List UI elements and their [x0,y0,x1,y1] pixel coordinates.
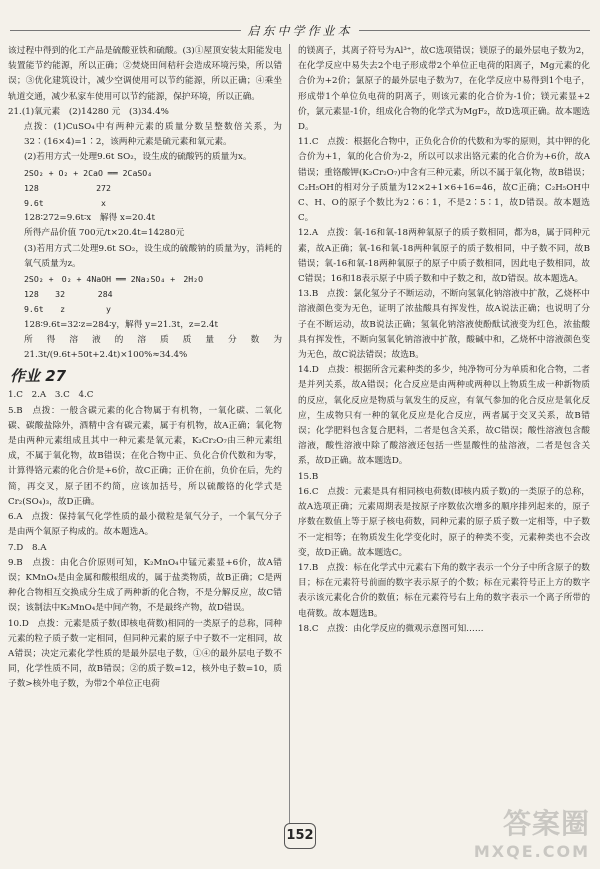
paragraph: 该过程中得到的化工产品是硫酸亚铁和硫酸。(3)①屋顶安装太阳能发电装置能节约能源，所以正确；②焚烧田间秸秆会造成环境污染，所以错误；③优化建筑设计，减少空调使用可以节约能源，所以正确；④乘坐轨道交通，减少私家车使用可以节约能源，保护环境，所以正确。 [8,46,282,102]
paragraph: (3)若用方式二处理9.6t SO₂，设生成的硫酸钠的质量为y，消耗的氧气质量为z。 [24,243,282,269]
answer-17: 17.B 点拨：标在化学式中元素右下角的数字表示一个分子中所含原子的数目；标在元素符号前面的数字表示原子的个数；标在元素符号正上方的数字表示该元素化合价的数值；标在元素符号右上角的数字表示一个离子所带的电荷数。故本题选B。 [298,562,590,619]
equation-row: 128 32 284 [24,289,113,300]
paragraph: 的镁离子，其离子符号为Al³⁺，故C选项错误；镁原子的最外层电子数为2，在化学反应中易失去2个电子形成带2个单位正电荷的阳离子，Mg元素的化合价为+2价；氯原子的最外层电子数为7，在化学反应中易得到1个电子，形成带1个单位负电荷的阴离子，则该元素的化合价为-1价；镁元素显+2价，氯元素显-1价，组成化合物的化学式为MgF₂，故D选项正确。故本题选D。 [298,46,590,133]
answer-5: 5.B 点拨：一般含碳元素的化合物属于有机物，一氧化碳、二氧化碳、碳酸盐除外，酒精中含有碳元素，属于有机物，故A正确；氧化物是由两种元素组成且其中一种元素是氧元素，K₂Cr₂O₇由三种元素组成，不属于氧化物，故B错误；在化合物中正、负化合价代数和为零，计算得铬元素的化合价是+6价，故C正确；正价在前，负价在后，先约简，再交叉，原子团不约简，应该加括号，所以硫酸铬的化学式是Cr₂(SO₄)₃，故D正确。 [8,405,282,507]
answer-12: 12.A 点拨：氧-16和氧-18两种氧原子的质子数相同，都为8，属于同种元素，故A正确；氧-16和氧-18两种氧原子的质子数相同，中子数不同，故B错误；氧-16和氧-18两种氧原子的原子中质子数相同，因此电子数相同，故C错误；16和18表示原子中质子数和中子数之和，故D错误。故本题选A。 [298,228,590,285]
answer-13: 13.B 点拨：氯化氢分子不断运动，不断向氢氧化钠溶液中扩散，乙烧杯中溶液颜色变为无色，证明了浓盐酸具有挥发性，故A说法正确；也说明了分子在不断运动，故B说法正确；氢氧化钠溶液使酚酞试液变为红色，浓盐酸具有挥发性，不断向氢氧化钠溶液中扩散，酸碱中和，乙烧杯中溶液颜色变为无色，故C说法错误；故选B。 [298,289,590,361]
paragraph: 所得产品价值 700元/t×20.4t=14280元 [24,228,185,239]
column-divider [289,44,290,825]
paragraph: (2)若用方式一处理9.6t SO₂，设生成的硫酸钙的质量为x。 [24,152,252,163]
answer-6: 6.A 点拨：保持氧气化学性质的最小微粒是氧气分子，一个氧气分子是由两个氧原子构成的。故本题选A。 [8,512,282,538]
answer-18: 18.C 点拨：由化学反应的微观示意图可知…… [298,623,484,634]
paragraph: 128∶9.6t=32∶z=284∶y，解得 y=21.3t，z=2.4t [24,319,219,330]
left-column [8,44,282,809]
paragraph: 128∶272=9.6t∶x 解得 x=20.4t [24,213,156,224]
answer-11: 11.C 点拨：根据化合物中，正负化合价的代数和为零的原则，其中钾的化合价为+1，氧的化合价为-2，所以可以求出铬元素的化合价为+6价，故A错误；重铬酸钾(K₂Cr₂O₇)中含有三种元素，所以不属于氧化物，故B错误；C₂H₅OH的相对分子质量为12×2+1×6+16=46，故C正确；C₂H₅OH中C、H、O的原子个数比为2∶6∶1，不是2∶5∶1，故D错误。故本题选C。 [298,137,590,224]
answer-16: 16.C 点拨：元素是具有相同核电荷数(即核内质子数)的一类原子的总称，故A选项正确；元素周期表是按原子序数依次增多的顺序排列起来的，原子序数在数值上等于原子核电荷数，同种元素的原子质子数一定相等，中子数不一定相等；在物质发生化学变化时，原子的种类不变，元素种类也不会改变，故D正确。故本题选C。 [298,486,590,558]
section-heading: 作业 27 [10,367,67,386]
answer-14: 14.D 点拨：根据所含元素种类的多少，纯净物可分为单质和化合物，二者是并列关系，故A错误；化合反应是由两种或两种以上物质生成一种新物质的反应，氧化反应是物质与氧发生的反应，有氧气参加的化合反应是氧化反应，生成物只有一种的氧化反应是化合反应，两者属于交叉关系，故B错误；化学肥料包含复合肥料，二者是包含关系，故C错误；酸性溶液包含酸溶液，酸性溶液中除了酸溶液还包括一些显酸性的盐溶液，二者是包含关系，故D正确。故本题选D。 [298,365,590,467]
header-title: 启东中学作业本 [241,22,358,39]
answer-10: 10.D 点拨：元素是质子数(即核电荷数)相同的一类原子的总称，同种元素的粒子质子数一定相同，但同种元素的原子中子数不一定相同，故A错误；决定元素化学性质的是最外层电子数，①④的最外层电子数不同，化学性质不同，故B错误；②的质子数=12，核外电子数=10，质子数>核外电子数，为带2个单位正电荷 [8,618,282,690]
answer-21: 21.(1)氧元素 (2)14280 元 (3)34.4% [8,106,169,117]
equation: 2SO₂ + O₂ + 4NaOH ══ 2Na₂SO₄ + 2H₂O [24,274,204,285]
watermark-url: MXQE.COM [473,842,590,861]
answer-list: 1.C 2.A 3.C 4.C [8,390,94,401]
equation-row: 9.6t x [24,198,106,209]
equation-row: 9.6t z y [24,304,111,315]
paragraph: 所得溶液的溶质质量分数为 21.3t/(9.6t+50t+2.4t)×100%≈34.4% [24,334,282,361]
answer-15: 15.B [298,471,319,482]
watermark-text: 答案圈 [502,807,590,840]
page-number: 152 [284,823,316,849]
paragraph: 点拨：(1)CuSO₄中有两种元素的质量分数呈整数倍关系，为32∶(16×4)=1∶2，该两种元素是硫元素和氧元素。 [24,122,282,148]
equation: 2SO₂ + O₂ + 2CaO ══ 2CaSO₄ [24,167,153,178]
right-column [298,44,590,809]
answer-7-8: 7.D 8.A [8,542,47,553]
answer-9: 9.B 点拨：由化合价原则可知，K₂MnO₄中锰元素显+6价，故A错误；KMnO₄是由金属和酸根组成的，属于盐类物质，故B正确；C是两种化合物相互交换成分生成了两种新的化合物，不是分解反应，故C错误；该制法中K₂MnO₄是中间产物，不是最终产物，故D错误。 [8,557,282,614]
watermark-logo [474,802,590,861]
equation-row: 128 272 [24,182,111,193]
